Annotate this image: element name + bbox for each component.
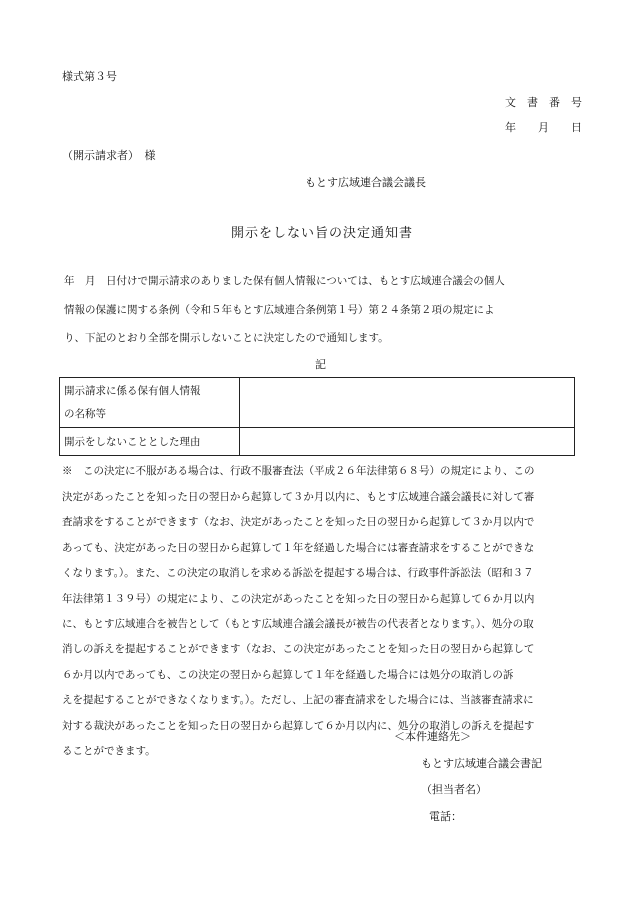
notice-line: ６か月以内であっても、この決定の翌日から起算して１年を経過した場合には処分の取消しの訴 [62, 669, 514, 681]
notice-line: 査請求をすることができます（なお、決定があったことを知った日の翌日から起算して３か月以内で [62, 516, 535, 528]
contact-person: （担当者名） [421, 783, 487, 796]
document-number-label: 文 書 番 号 [505, 96, 582, 109]
notice-line: 消しの訴えを提起することができます（なお、この決定があったことを知った日の翌日から起算して [62, 643, 535, 655]
notice-line: ※ この決定に不服がある場合は、行政不服審査法（平成２６年法律第６８号）の規定により、この [62, 465, 535, 477]
body-line: 情報の保護に関する条例（令和５年もとす広域連合条例第１号）第２４条第２項の規定によ [64, 304, 495, 316]
table-row [60, 378, 575, 428]
notice-line: に、もとす広域連合を被告として（もとす広域連合議会議長が被告の代表者となります。）、処分の取 [62, 618, 534, 630]
body-line: 年 月 日付けで開示請求のありました保有個人情報については、もとす広域連合議会の個人 [64, 275, 505, 287]
form-number: 様式第３号 [62, 70, 117, 83]
contact-heading: ＜本件連絡先＞ [394, 730, 471, 743]
notice-line: あっても、決定があった日の翌日から起算して１年を経過した場合には審査請求をすることができな [62, 542, 535, 554]
info-name-label-line2: の名称等 [64, 407, 106, 420]
notice-line: 対する裁決があったことを知った日の翌日から起算して６か月以内に、処分の取消しの訴えを提起す [62, 720, 535, 732]
notice-line: えを提起することができなくなります。）。ただし、上記の審査請求をした場合には、当該審査請求に [62, 694, 534, 706]
ki-heading: 記 [315, 358, 326, 371]
info-name-label-cell [60, 378, 240, 428]
issuer-name: もとす広域連合議会議長 [305, 176, 426, 189]
table-row [60, 428, 575, 456]
contact-phone: 電話： [429, 810, 462, 823]
page-title: 開示をしない旨の決定通知書 [231, 226, 414, 241]
notice-line: 決定があったことを知った日の翌日から起算して３か月以内に、もとす広域連合議会議長に対して審 [62, 491, 535, 503]
reason-label-cell: 開示をしないこととした理由 [60, 428, 240, 456]
notice-line: 年法律第１３９号）の規定により、この決定があったことを知った日の翌日から起算して６か月以内 [62, 593, 535, 605]
recipient-label: （開示請求者） 様 [62, 149, 156, 162]
reason-value-cell [240, 428, 575, 456]
notice-line: くなります。）。また、この決定の取消しを求める訴訟を提起する場合は、行政事件訴訟法（昭和３７ [62, 567, 534, 579]
contact-office: もとす広域連合議会書記 [421, 757, 542, 770]
info-name-label-line1: 開示請求に係る保有個人情報 [64, 384, 201, 397]
info-name-value-cell [240, 378, 575, 428]
disclosure-table [59, 377, 575, 456]
notice-line: ることができます。 [62, 745, 156, 757]
body-line: り、下記のとおり全部を開示しないことに決定したので通知します。 [64, 332, 389, 344]
date-label: 年 月 日 [505, 121, 582, 134]
